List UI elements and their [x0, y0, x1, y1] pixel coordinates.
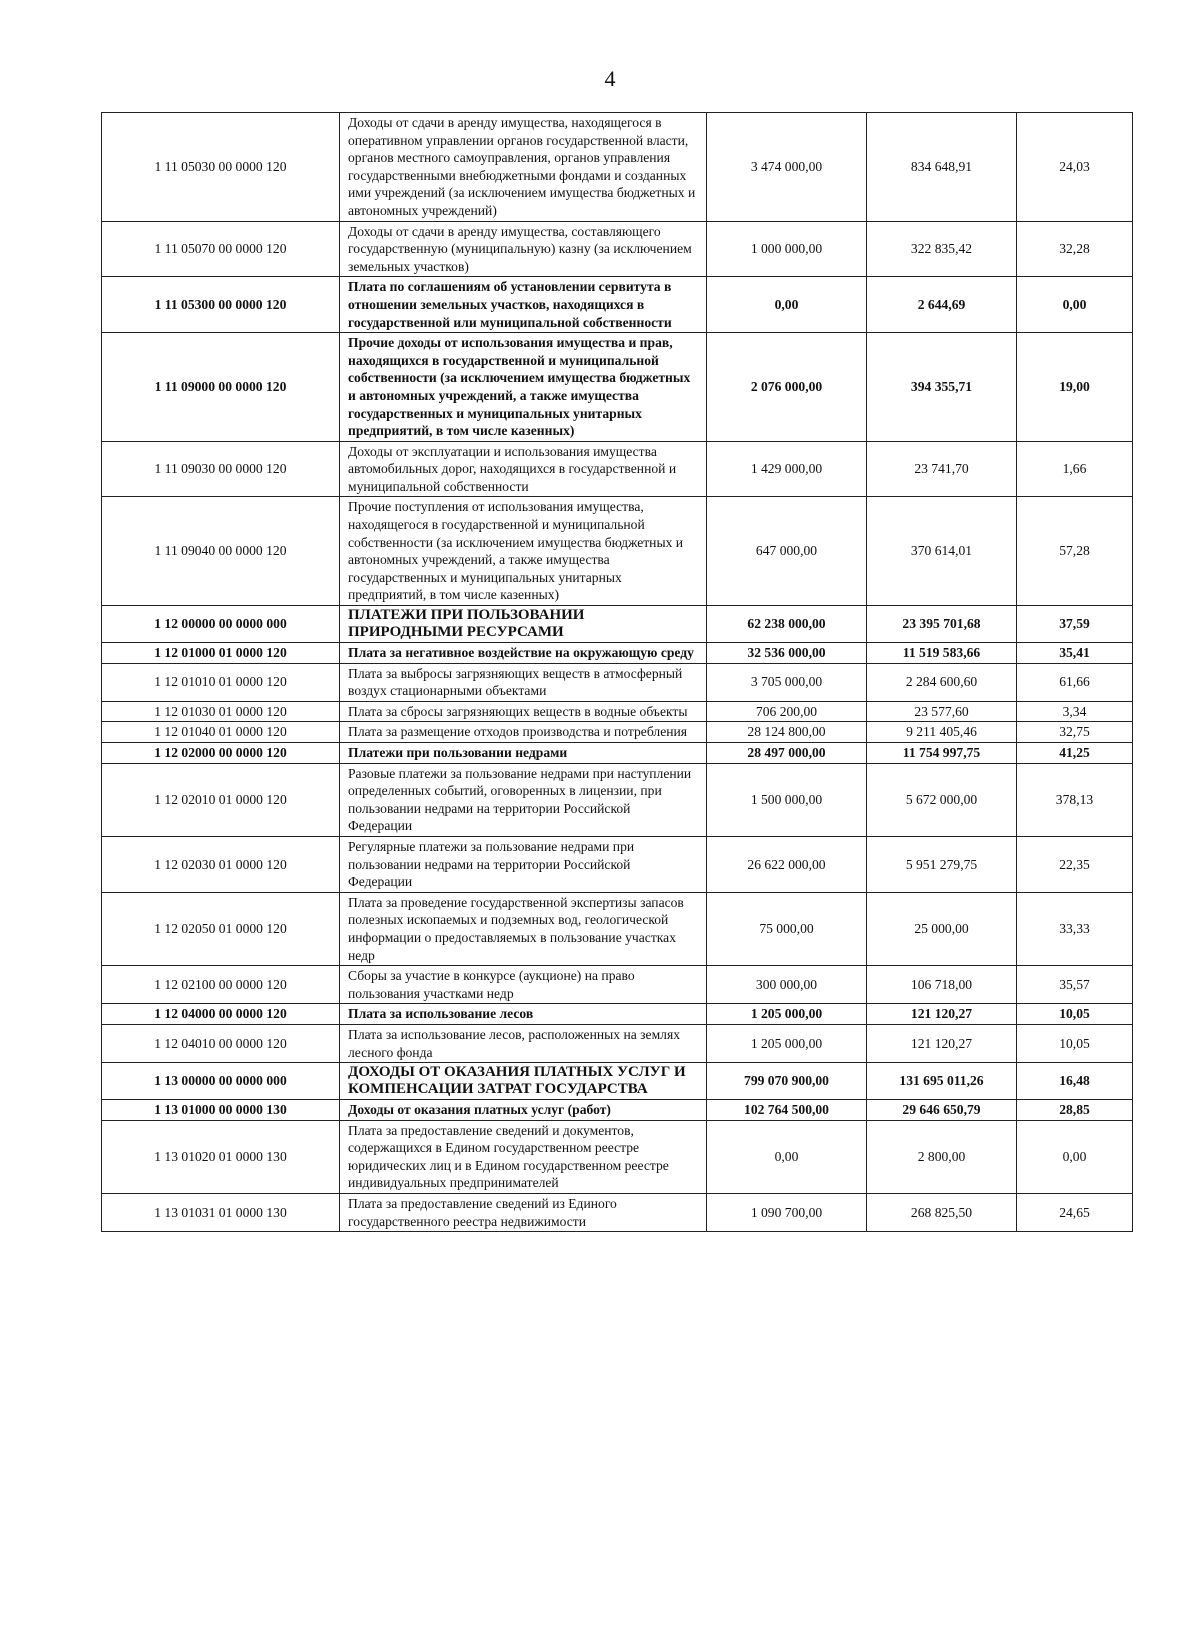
budget-code-cell: 1 13 01020 01 0000 130: [102, 1120, 340, 1193]
actual-amount-cell: 25 000,00: [867, 892, 1017, 965]
execution-percent-cell: 61,66: [1017, 663, 1133, 701]
revenue-name-cell: Плата за негативное воздействие на окружающую среду: [340, 643, 707, 664]
budget-code-cell: 1 11 09040 00 0000 120: [102, 497, 340, 606]
execution-percent-cell: 32,28: [1017, 221, 1133, 277]
table-row: [102, 892, 1133, 965]
budget-code-cell: 1 12 00000 00 0000 000: [102, 606, 340, 643]
revenue-name-cell: Плата за размещение отходов производства и потребления: [340, 722, 707, 743]
table-row: [102, 1194, 1133, 1232]
table-row: [102, 441, 1133, 497]
execution-percent-cell: 33,33: [1017, 892, 1133, 965]
planned-amount-cell: 1 205 000,00: [707, 1024, 867, 1062]
budget-code-cell: 1 11 09030 00 0000 120: [102, 441, 340, 497]
planned-amount-cell: 2 076 000,00: [707, 333, 867, 442]
actual-amount-cell: 29 646 650,79: [867, 1100, 1017, 1121]
budget-code-cell: 1 11 05070 00 0000 120: [102, 221, 340, 277]
budget-code-cell: 1 12 01040 01 0000 120: [102, 722, 340, 743]
budget-code-cell: 1 13 00000 00 0000 000: [102, 1063, 340, 1100]
revenue-table: [101, 112, 1133, 1232]
actual-amount-cell: 23 741,70: [867, 441, 1017, 497]
execution-percent-cell: 24,03: [1017, 113, 1133, 222]
table-row: [102, 1100, 1133, 1121]
execution-percent-cell: 0,00: [1017, 1120, 1133, 1193]
revenue-name-cell: Доходы от оказания платных услуг (работ): [340, 1100, 707, 1121]
execution-percent-cell: 0,00: [1017, 277, 1133, 333]
execution-percent-cell: 57,28: [1017, 497, 1133, 606]
budget-code-cell: 1 12 04010 00 0000 120: [102, 1024, 340, 1062]
table-row: [102, 1120, 1133, 1193]
revenue-name-cell: Регулярные платежи за пользование недрами при пользовании недрами на территории Российской Федерации: [340, 836, 707, 892]
revenue-name-cell: Разовые платежи за пользование недрами при наступлении определенных событий, оговоренных в лицензии, при пользовании недрами на территории Российской Федерации: [340, 763, 707, 836]
revenue-name-cell: Доходы от сдачи в аренду имущества, находящегося в оперативном управлении органов государственной власти, органов местного самоуправления, органов управления государственными внебюджетными фондами и созданных ими учреждений (за исключением имущества бюджетных и автономных учреждений): [340, 113, 707, 222]
table-row: [102, 1024, 1133, 1062]
planned-amount-cell: 706 200,00: [707, 701, 867, 722]
budget-code-cell: 1 12 02000 00 0000 120: [102, 743, 340, 764]
planned-amount-cell: 0,00: [707, 277, 867, 333]
revenue-name-cell: Плата за проведение государственной экспертизы запасов полезных ископаемых и подземных вод, геологической информации о предоставляемых в пользование участках недр: [340, 892, 707, 965]
execution-percent-cell: 32,75: [1017, 722, 1133, 743]
actual-amount-cell: 106 718,00: [867, 966, 1017, 1004]
actual-amount-cell: 322 835,42: [867, 221, 1017, 277]
budget-code-cell: 1 13 01031 01 0000 130: [102, 1194, 340, 1232]
actual-amount-cell: 23 577,60: [867, 701, 1017, 722]
table-row: [102, 333, 1133, 442]
budget-code-cell: 1 12 02030 01 0000 120: [102, 836, 340, 892]
revenue-name-cell: Плата за предоставление сведений из Единого государственного реестра недвижимости: [340, 1194, 707, 1232]
table-row: [102, 221, 1133, 277]
revenue-name-cell: Прочие поступления от использования имущества, находящегося в государственной и муниципальной собственности (за исключением имущества бюджетных и автономных учреждений, а также имущества государственных и муниципальных унитарных предприятий, в том числе казенных): [340, 497, 707, 606]
revenue-name-cell: Плата за выбросы загрязняющих веществ в атмосферный воздух стационарными объектами: [340, 663, 707, 701]
planned-amount-cell: 1 205 000,00: [707, 1004, 867, 1025]
planned-amount-cell: 647 000,00: [707, 497, 867, 606]
execution-percent-cell: 10,05: [1017, 1004, 1133, 1025]
budget-code-cell: 1 12 02010 01 0000 120: [102, 763, 340, 836]
planned-amount-cell: 799 070 900,00: [707, 1063, 867, 1100]
table-row: [102, 743, 1133, 764]
execution-percent-cell: 19,00: [1017, 333, 1133, 442]
table-row: [102, 113, 1133, 222]
execution-percent-cell: 24,65: [1017, 1194, 1133, 1232]
planned-amount-cell: 1 429 000,00: [707, 441, 867, 497]
page-number: 4: [604, 66, 616, 91]
planned-amount-cell: 75 000,00: [707, 892, 867, 965]
planned-amount-cell: 300 000,00: [707, 966, 867, 1004]
actual-amount-cell: 268 825,50: [867, 1194, 1017, 1232]
execution-percent-cell: 1,66: [1017, 441, 1133, 497]
planned-amount-cell: 26 622 000,00: [707, 836, 867, 892]
budget-code-cell: 1 13 01000 00 0000 130: [102, 1100, 340, 1121]
budget-code-cell: 1 12 02050 01 0000 120: [102, 892, 340, 965]
budget-code-cell: 1 11 09000 00 0000 120: [102, 333, 340, 442]
execution-percent-cell: 16,48: [1017, 1063, 1133, 1100]
actual-amount-cell: 2 644,69: [867, 277, 1017, 333]
revenue-name-cell: Плата по соглашениям об установлении сервитута в отношении земельных участков, находящихся в государственной или муниципальной собственности: [340, 277, 707, 333]
table-row: [102, 722, 1133, 743]
planned-amount-cell: 28 124 800,00: [707, 722, 867, 743]
execution-percent-cell: 41,25: [1017, 743, 1133, 764]
table-row: [102, 606, 1133, 643]
table-row: [102, 497, 1133, 606]
table-row: [102, 836, 1133, 892]
table-row: [102, 1063, 1133, 1100]
actual-amount-cell: 121 120,27: [867, 1004, 1017, 1025]
execution-percent-cell: 37,59: [1017, 606, 1133, 643]
actual-amount-cell: 5 951 279,75: [867, 836, 1017, 892]
actual-amount-cell: 121 120,27: [867, 1024, 1017, 1062]
budget-code-cell: 1 12 01030 01 0000 120: [102, 701, 340, 722]
execution-percent-cell: 378,13: [1017, 763, 1133, 836]
planned-amount-cell: 62 238 000,00: [707, 606, 867, 643]
revenue-name-cell: Плата за использование лесов, расположенных на землях лесного фонда: [340, 1024, 707, 1062]
execution-percent-cell: 35,57: [1017, 966, 1133, 1004]
execution-percent-cell: 28,85: [1017, 1100, 1133, 1121]
table-row: [102, 701, 1133, 722]
actual-amount-cell: 11 754 997,75: [867, 743, 1017, 764]
planned-amount-cell: 3 705 000,00: [707, 663, 867, 701]
execution-percent-cell: 22,35: [1017, 836, 1133, 892]
actual-amount-cell: 9 211 405,46: [867, 722, 1017, 743]
planned-amount-cell: 0,00: [707, 1120, 867, 1193]
revenue-name-cell: Плата за предоставление сведений и документов, содержащихся в Едином государственном реестре юридических лиц и в Едином государственном реестре индивидуальных предпринимателей: [340, 1120, 707, 1193]
actual-amount-cell: 2 284 600,60: [867, 663, 1017, 701]
budget-code-cell: 1 11 05300 00 0000 120: [102, 277, 340, 333]
table-row: [102, 277, 1133, 333]
planned-amount-cell: 1 500 000,00: [707, 763, 867, 836]
planned-amount-cell: 102 764 500,00: [707, 1100, 867, 1121]
planned-amount-cell: 1 090 700,00: [707, 1194, 867, 1232]
budget-code-cell: 1 12 02100 00 0000 120: [102, 966, 340, 1004]
execution-percent-cell: 3,34: [1017, 701, 1133, 722]
table-row: [102, 966, 1133, 1004]
execution-percent-cell: 10,05: [1017, 1024, 1133, 1062]
revenue-name-cell: Плата за использование лесов: [340, 1004, 707, 1025]
revenue-name-cell: Доходы от сдачи в аренду имущества, составляющего государственную (муниципальную) казну (за исключением земельных участков): [340, 221, 707, 277]
actual-amount-cell: 370 614,01: [867, 497, 1017, 606]
planned-amount-cell: 1 000 000,00: [707, 221, 867, 277]
revenue-name-cell: Прочие доходы от использования имущества и прав, находящихся в государственной и муниципальной собственности (за исключением имущества бюджетных и автономных учреждений, а также имущества государственных и муниципальных унитарных предприятий, в том числе казенных): [340, 333, 707, 442]
actual-amount-cell: 5 672 000,00: [867, 763, 1017, 836]
budget-code-cell: 1 12 01000 01 0000 120: [102, 643, 340, 664]
budget-code-cell: 1 11 05030 00 0000 120: [102, 113, 340, 222]
budget-code-cell: 1 12 01010 01 0000 120: [102, 663, 340, 701]
actual-amount-cell: 23 395 701,68: [867, 606, 1017, 643]
execution-percent-cell: 35,41: [1017, 643, 1133, 664]
table-row: [102, 763, 1133, 836]
planned-amount-cell: 32 536 000,00: [707, 643, 867, 664]
revenue-name-cell: Сборы за участие в конкурсе (аукционе) на право пользования участками недр: [340, 966, 707, 1004]
actual-amount-cell: 11 519 583,66: [867, 643, 1017, 664]
revenue-name-cell: Плата за сбросы загрязняющих веществ в водные объекты: [340, 701, 707, 722]
revenue-name-cell: Доходы от эксплуатации и использования имущества автомобильных дорог, находящихся в государственной и муниципальной собственности: [340, 441, 707, 497]
revenue-name-cell: ПЛАТЕЖИ ПРИ ПОЛЬЗОВАНИИ ПРИРОДНЫМИ РЕСУРСАМИ: [340, 606, 707, 643]
table-row: [102, 663, 1133, 701]
actual-amount-cell: 834 648,91: [867, 113, 1017, 222]
budget-code-cell: 1 12 04000 00 0000 120: [102, 1004, 340, 1025]
revenue-table-body: [102, 113, 1133, 1232]
planned-amount-cell: 3 474 000,00: [707, 113, 867, 222]
revenue-name-cell: ДОХОДЫ ОТ ОКАЗАНИЯ ПЛАТНЫХ УСЛУГ И КОМПЕНСАЦИИ ЗАТРАТ ГОСУДАРСТВА: [340, 1063, 707, 1100]
actual-amount-cell: 2 800,00: [867, 1120, 1017, 1193]
table-row: [102, 643, 1133, 664]
revenue-name-cell: Платежи при пользовании недрами: [340, 743, 707, 764]
planned-amount-cell: 28 497 000,00: [707, 743, 867, 764]
actual-amount-cell: 394 355,71: [867, 333, 1017, 442]
actual-amount-cell: 131 695 011,26: [867, 1063, 1017, 1100]
table-row: [102, 1004, 1133, 1025]
